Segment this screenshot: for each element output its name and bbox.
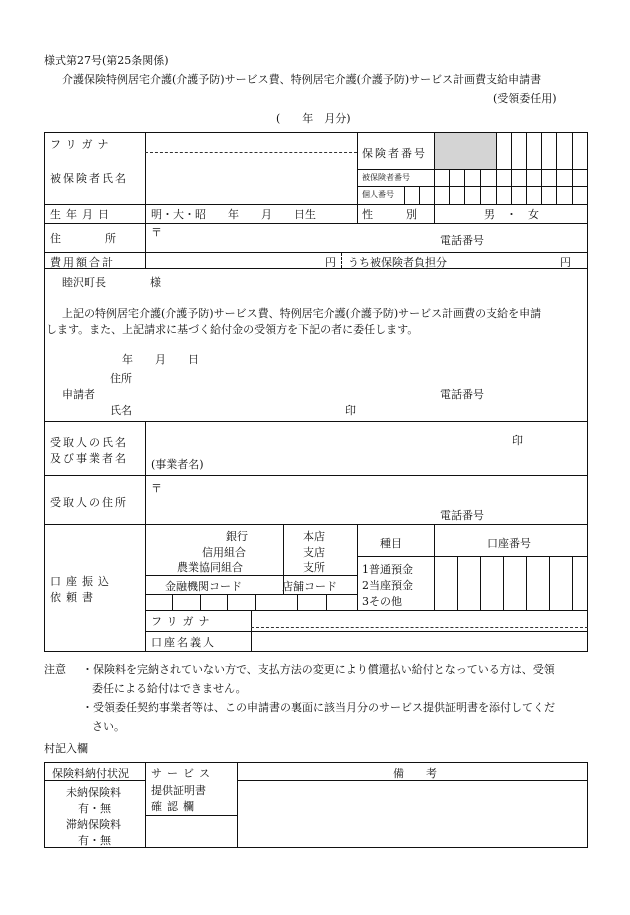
delinquent-label: 滞納保険料: [66, 818, 121, 831]
unpaid-label: 未納保険料: [66, 786, 121, 799]
recipient-address-label: 受取人の住所: [50, 496, 128, 509]
account-kind-3[interactable]: 3その他: [362, 595, 402, 608]
furigana-label: フリガナ: [50, 138, 114, 151]
note-2-line-2: さい。: [92, 720, 125, 733]
recipient-postal-mark: 〒: [151, 482, 162, 495]
recipient-seal: 印: [512, 434, 523, 447]
self-burden-label: うち被保険者負担分: [348, 256, 447, 269]
account-kind-2[interactable]: 2当座預金: [362, 579, 413, 592]
recipient-name-label-1: 受取人の氏名: [50, 436, 128, 449]
service-label-3: 確認欄: [151, 800, 199, 813]
cost-total-yen: 円: [325, 256, 336, 269]
application-date[interactable]: 年 月 日: [122, 353, 199, 366]
applicant-name-label: 氏名: [110, 404, 132, 417]
note-1-line-1: ・保険料を完納されていない方で、支払方法の変更により償還払い給付となっている方は、受領: [82, 663, 555, 676]
sex-label: 性 別: [362, 208, 417, 221]
account-holder-label: 口座名義人: [151, 636, 216, 649]
addressee: 睦沢町長 様: [62, 276, 161, 289]
period-field[interactable]: ( 年 月分): [276, 112, 351, 125]
bank-type-3[interactable]: 農業協同組合: [177, 561, 243, 574]
cost-total-label: 費用額合計: [50, 256, 115, 269]
form-subtitle: (受領委任用): [493, 92, 557, 105]
service-label-1: サービス: [151, 767, 215, 780]
branch-type-1[interactable]: 本店: [303, 530, 325, 543]
village-section-label: 村記入欄: [44, 742, 88, 755]
branch-type-2[interactable]: 支店: [303, 546, 325, 559]
account-kind-label: 種目: [380, 537, 402, 550]
applicant-address-label: 住所: [110, 372, 132, 385]
applicant-label: 申請者: [62, 388, 95, 401]
note-1-line-2: 委任による給付はできません。: [92, 682, 247, 695]
birth-field[interactable]: 明・大・昭 年 月 日生: [151, 208, 316, 221]
self-burden-yen: 円: [560, 256, 571, 269]
account-number-label: 口座番号: [487, 537, 531, 550]
applicant-seal: 印: [345, 404, 356, 417]
application-body-2: します。また、上記請求に基づく給付金の受領方を下記の者に委任します。: [46, 323, 419, 336]
delinquent-value[interactable]: 有・無: [78, 834, 111, 847]
insurer-number-shaded: [434, 133, 496, 169]
notes-label: 注意: [44, 663, 66, 676]
branch-code-label: 店舗コード: [282, 580, 337, 593]
personal-number-label: 個人番号: [362, 190, 394, 199]
remarks-label: 備 考: [393, 767, 437, 780]
note-2-line-1: ・受領委任契約事業者等は、この申請書の裏面に該当月分のサービス提供証明書を添付してくだ: [82, 701, 555, 714]
form-number: 様式第27号(第25条関係): [44, 54, 169, 67]
applicant-phone-label: 電話番号: [440, 388, 484, 401]
birth-label: 生年月日: [50, 208, 114, 221]
account-kind-1[interactable]: 1普通預金: [362, 563, 413, 576]
recipient-name-label-2: 及び事業者名: [50, 452, 128, 465]
bank-type-2[interactable]: 信用組合: [202, 546, 246, 559]
insured-phone-label: 電話番号: [440, 234, 484, 247]
holder-furigana-label: フリガナ: [151, 615, 215, 628]
form-title: 介護保険特例居宅介護(介護予防)サービス費、特例居宅介護(介護予防)サービス計画費支給申請書: [62, 73, 542, 86]
insured-name-label: 被保険者氏名: [50, 172, 128, 185]
bank-code-label: 金融機関コード: [165, 580, 242, 593]
recipient-phone-label: 電話番号: [440, 509, 484, 522]
business-name-label: (事業者名): [151, 458, 204, 471]
branch-type-3[interactable]: 支所: [303, 561, 325, 574]
unpaid-value[interactable]: 有・無: [78, 802, 111, 815]
insured-number-label: 保険者番号: [362, 147, 427, 160]
payment-status-label: 保険料納付状況: [52, 767, 129, 780]
bank-section-label-1: 口座振込: [50, 575, 114, 588]
bank-type-1[interactable]: 銀行: [226, 530, 248, 543]
postal-mark: 〒: [151, 226, 162, 239]
bank-section-label-2: 依頼書: [50, 591, 98, 604]
sex-field[interactable]: 男 ・ 女: [484, 208, 539, 221]
address-label: 住 所: [50, 232, 116, 245]
service-label-2: 提供証明書: [151, 784, 206, 797]
insured-person-number-label: 被保険者番号: [362, 173, 410, 182]
application-body-1: 上記の特例居宅介護(介護予防)サービス費、特例居宅介護(介護予防)サービス計画費の支給を申請: [62, 307, 542, 320]
